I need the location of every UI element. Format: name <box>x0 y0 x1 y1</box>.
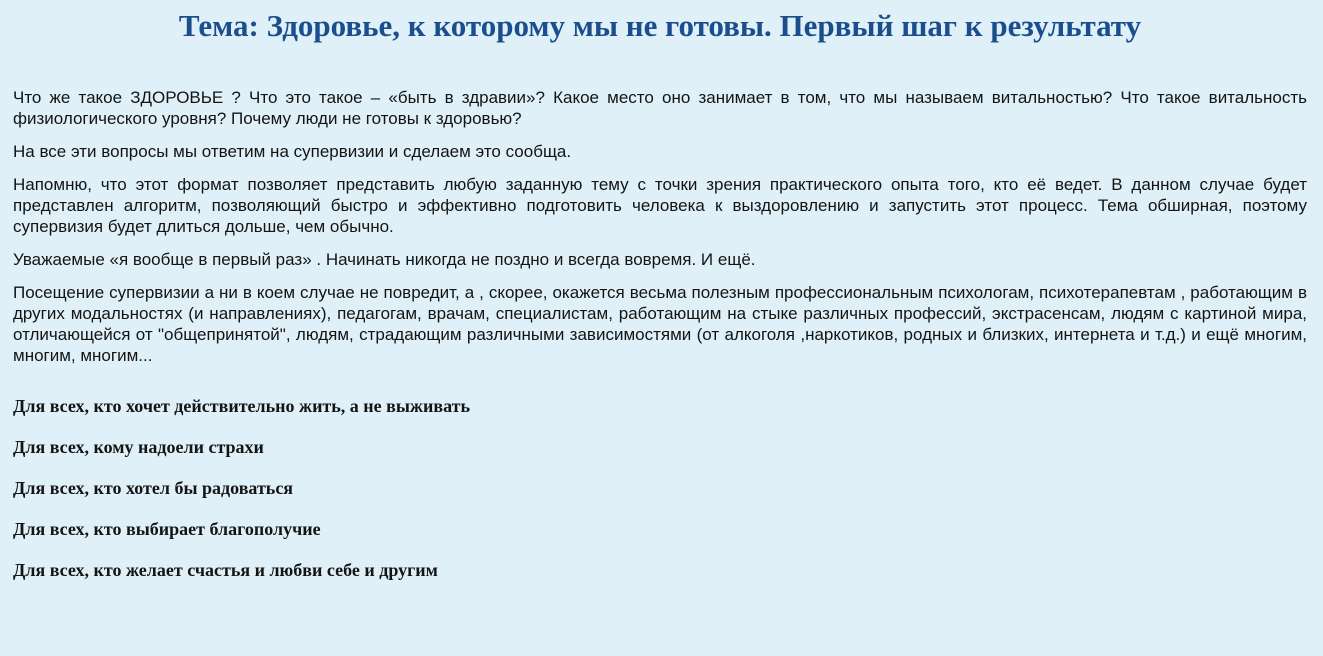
for-everyone-list <box>13 386 1307 591</box>
article-title: Тема: Здоровье, к которому мы не готовы. Первый шаг к результату <box>178 8 1142 43</box>
bold-line-rejoice: Для всех, кто хотел бы радоваться <box>13 478 294 498</box>
bold-line-happiness: Для всех, кто желает счастья и любви себе и другим <box>13 560 438 580</box>
bold-line-fears: Для всех, кому надоели страхи <box>13 437 264 457</box>
paragraph-audience: Посещение супервизии а ни в коем случае не повредит, а , скорее, окажется весьма полезным профессиональным психологам, психотерапевтам , работающим в других модальностях (и направлениях), педагогам, врачам, специалистам, работающим на стыке различных профессий, экстрасенсам, людям с картиной мира, отличающейся от "общепринятой", людям, страдающим различными зависимостями (от алкоголя ,наркотиков, родных и близких, интернета и т.д.) и ещё многим, многим, многим... <box>13 283 1307 365</box>
bold-line-wellbeing: Для всех, кто выбирает благополучие <box>13 519 321 539</box>
paragraph-first-time: Уважаемые «я вообще в первый раз» . Начинать никогда не поздно и всегда вовремя. И ещё. <box>13 250 756 269</box>
article-body <box>13 87 1307 366</box>
paragraph-format-description: Напомню, что этот формат позволяет представить любую заданную тему с точки зрения практического опыта того, кто её ведет. В данном случае будет представлен алгоритм, позволяющий быстро и эффективно подготовить человека к выздоровлению и запустить этот процесс. Тема обширная, поэтому супервизия будет длиться дольше, чем обычно. <box>13 175 1307 236</box>
paragraph-health-questions: Что же такое ЗДОРОВЬЕ ? Что это такое – «быть в здравии»? Какое место оно занимает в том, что мы называем витальностью? Что такое витальность физиологического уровня? Почему люди не готовы к здоровью? <box>13 88 1307 128</box>
bold-line-live: Для всех, кто хочет действительно жить, а не выживать <box>13 396 470 416</box>
paragraph-answer-together: На все эти вопросы мы ответим на супервизии и сделаем это сообща. <box>13 142 572 161</box>
